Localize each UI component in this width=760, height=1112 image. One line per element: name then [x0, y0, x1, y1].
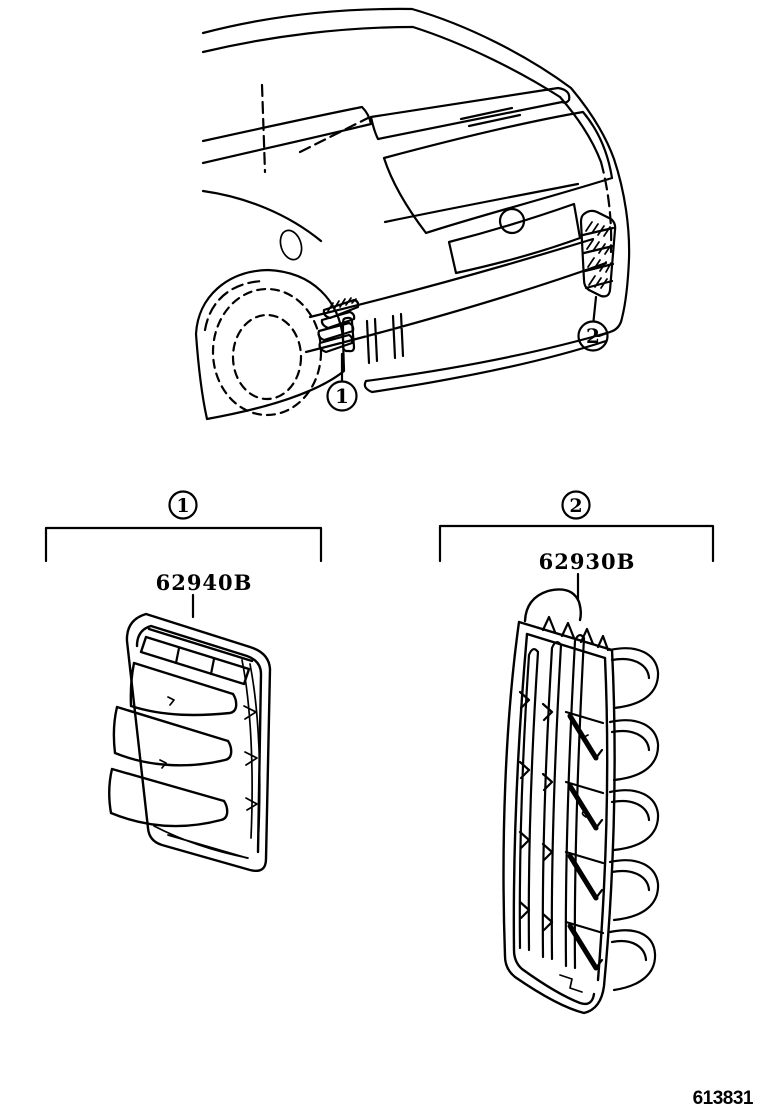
section-2-callout-number: 2: [569, 495, 583, 517]
rear-wheel-outer: [213, 289, 321, 415]
callout-2-number: 2: [586, 324, 600, 348]
part1-details: [154, 660, 260, 858]
car-body-lines: [196, 9, 629, 419]
callout-1-number: 1: [335, 384, 349, 408]
callout-1-marker[interactable]: [328, 354, 357, 411]
part2-right-fins: [610, 648, 658, 990]
part2-rails: [520, 635, 584, 968]
part-number-62930B[interactable]: 62930B: [538, 549, 636, 574]
section-part-1: [46, 492, 321, 871]
figure-number: 613831: [692, 1088, 753, 1109]
car-rear-illustration: [196, 9, 629, 419]
section-1-callout-number: 1: [176, 495, 190, 517]
callout-2-leader-line: [594, 297, 597, 321]
section-1-bracket: [46, 528, 321, 561]
part-number-62940B[interactable]: 62940B: [155, 570, 253, 595]
fuel-door: [277, 228, 305, 263]
rear-wheel-inner: [233, 315, 301, 399]
part-62930B-drawing: [504, 589, 659, 1013]
part-62940B-drawing: [109, 614, 270, 871]
part1-louvers: [109, 663, 236, 826]
part2-frame: [504, 589, 615, 1013]
section-part-2: [440, 492, 713, 1014]
part1-frame: [127, 614, 270, 871]
